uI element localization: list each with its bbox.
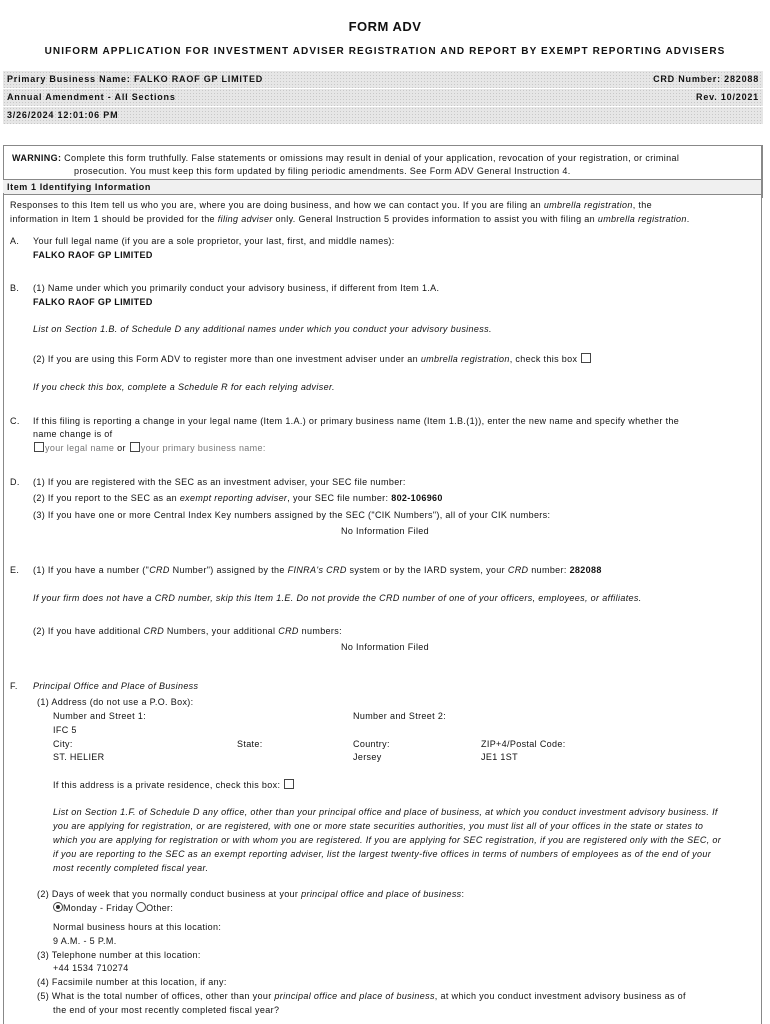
primary-business-name: Primary Business Name: FALKO RAOF GP LIMITED [7, 74, 264, 84]
cik-no-info: No Information Filed [340, 526, 430, 536]
section-d-q1: (1) If you are registered with the SEC as an investment adviser, your SEC file number: [33, 477, 406, 487]
revision: Rev. 10/2021 [696, 92, 759, 102]
sec-file-number: 802-106960 [391, 493, 443, 503]
frame-right-border [761, 145, 762, 1024]
street1-value: IFC 5 [53, 725, 77, 735]
item1-heading-bar [3, 179, 761, 195]
header-band-business [3, 71, 763, 88]
warning-line-2: prosecution. You must keep this form updated by filing periodic amendments. See Form ADV General Instruction 4. [74, 166, 571, 176]
section-f-q5: (5) What is the total number of offices, other than your principal office and place of business, at which you conduct investment advisory business as of [37, 991, 686, 1001]
header-band-timestamp [3, 107, 763, 124]
section-a-question: Your full legal name (if you are a sole proprietor, your last, first, and middle names): [33, 236, 395, 246]
warning-line-1: Complete this form truthfully. False statements or omissions may result in denial of your application, revocation of your registration, or criminal [64, 153, 680, 163]
monday-friday-label: Monday - Friday [63, 903, 134, 913]
section-f-q4: (4) Facsimile number at this location, if any: [37, 977, 227, 987]
section-e-note: If your firm does not have a CRD number, skip this Item 1.E. Do not provide the CRD number of one of your officers, employees, or affiliates. [33, 593, 642, 603]
country-label: Country: [353, 739, 390, 749]
phone-value: +44 1534 710274 [53, 963, 129, 973]
section-c-q2: name change is of [33, 429, 113, 439]
legal-name-value: FALKO RAOF GP LIMITED [33, 250, 153, 260]
item1-intro-line-2: information in Item 1 should be provided for the filing adviser only. General Instruction 5 provides information to assist you with filing an umbrella registration. [10, 214, 690, 224]
office-note-line-1: List on Section 1.F. of Schedule D any office, other than your principal office and place of business, at which you conduct investment advisory business. If [53, 807, 718, 817]
umbrella-registration-checkbox[interactable] [581, 353, 591, 363]
section-e-letter: E. [10, 565, 20, 575]
section-e-q1: (1) If you have a number ("CRD Number") assigned by the FINRA's CRD system or by the IARD system, your CRD number: 282088 [33, 565, 602, 575]
city-label: City: [53, 739, 73, 749]
business-name-change-checkbox[interactable] [130, 442, 140, 452]
warning-label: WARNING: [12, 153, 62, 163]
section-f-q2: (2) Days of week that you normally conduct business at your principal office and place of business: [37, 889, 465, 899]
frame-left-border [3, 193, 4, 1024]
other-days-radio[interactable] [136, 902, 146, 912]
warning-text [12, 152, 752, 178]
amendment-type: Annual Amendment - All Sections [7, 92, 176, 102]
section-f-q1: (1) Address (do not use a P.O. Box): [37, 697, 194, 707]
section-b-letter: B. [10, 283, 20, 293]
section-d-letter: D. [10, 477, 20, 487]
section-d-q3: (3) If you have one or more Central Index Key numbers assigned by the SEC ("CIK Numbers"), all of your CIK numbers: [33, 510, 551, 520]
form-title: FORM ADV [348, 19, 422, 34]
crd-number-value: 282088 [569, 565, 602, 575]
crd-number: CRD Number: 282088 [653, 74, 759, 84]
section-c-letter: C. [10, 416, 20, 426]
section-b-q2: (2) If you are using this Form ADV to register more than one investment adviser under an umbrella registration, check this box [33, 353, 592, 366]
section-f-letter: F. [10, 681, 18, 691]
office-note-line-5: most recently completed fiscal year. [53, 863, 209, 873]
country-value: Jersey [353, 752, 382, 762]
section-f-q3: (3) Telephone number at this location: [37, 950, 201, 960]
section-b-note2: If you check this box, complete a Schedule R for each relying adviser. [33, 382, 335, 392]
section-e-q2: (2) If you have additional CRD Numbers, your additional CRD numbers: [33, 626, 342, 636]
private-residence-checkbox[interactable] [284, 779, 294, 789]
zip-label: ZIP+4/Postal Code: [481, 739, 566, 749]
section-b-q1: (1) Name under which you primarily conduct your advisory business, if different from Item 1.A. [33, 283, 440, 293]
form-subtitle: UNIFORM APPLICATION FOR INVESTMENT ADVISER REGISTRATION AND REPORT BY EXEMPT REPORTING ADVISERS [44, 46, 726, 57]
office-note-line-4: if you are reporting to the SEC as an exempt reporting adviser, list the largest twenty-five offices in terms of numbers of employees as of the end of your [53, 849, 712, 859]
business-name-option-label: your primary business name: [140, 443, 266, 453]
business-name-value: FALKO RAOF GP LIMITED [33, 297, 153, 307]
item1-heading: Item 1 Identifying Information [7, 182, 152, 192]
additional-crd-no-info: No Information Filed [340, 642, 430, 652]
item1-intro-line-1: Responses to this Item tell us who you are, where you are doing business, and how we can contact you. If you are filing an umbrella registration, the [10, 200, 652, 210]
section-b-note1: List on Section 1.B. of Schedule D any additional names under which you conduct your advisory business. [33, 324, 492, 334]
timestamp: 3/26/2024 12:01:06 PM [7, 110, 119, 120]
business-days-options [53, 902, 173, 915]
street1-label: Number and Street 1: [53, 711, 147, 721]
other-days-label: Other: [146, 903, 174, 913]
monday-friday-radio[interactable] [53, 902, 63, 912]
private-residence-question: If this address is a private residence, check this box: [53, 779, 295, 792]
section-f-q5-line2: the end of your most recently completed fiscal year? [53, 1005, 280, 1015]
office-note-line-2: you are applying for registration, or are registered, with one or more state securities authorities, you must list all of your offices in the state or states to [53, 821, 704, 831]
section-f-heading: Principal Office and Place of Business [33, 681, 199, 691]
section-c-q1: If this filing is reporting a change in your legal name (Item 1.A.) or primary business name (Item 1.B.(1)), enter the new name and specify whether the [33, 416, 680, 426]
legal-name-option-label: your legal name [45, 443, 115, 453]
name-change-options: your legal name or your primary business name: [33, 442, 266, 455]
zip-value: JE1 1ST [481, 752, 518, 762]
office-note-line-3: which you are applying for registration or with whom you are registered. If you are applying for SEC registration, if you are registered only with the SEC, or [53, 835, 722, 845]
street2-label: Number and Street 2: [353, 711, 447, 721]
header-band-amendment [3, 89, 763, 106]
section-a-letter: A. [10, 236, 20, 246]
state-label: State: [237, 739, 263, 749]
hours-label: Normal business hours at this location: [53, 922, 222, 932]
hours-value: 9 A.M. - 5 P.M. [53, 936, 117, 946]
city-value: ST. HELIER [53, 752, 105, 762]
legal-name-change-checkbox[interactable] [34, 442, 44, 452]
section-d-q2: (2) If you report to the SEC as an exempt reporting adviser, your SEC file number: 802-106960 [33, 493, 443, 503]
